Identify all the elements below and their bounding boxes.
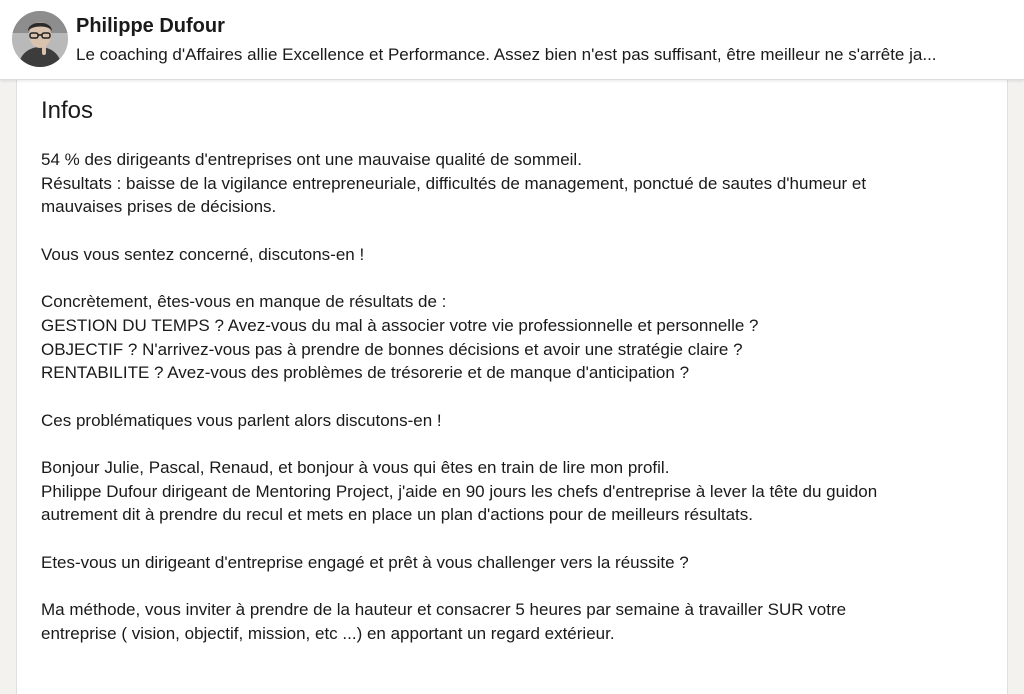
paragraph-spacer	[41, 575, 981, 599]
about-line: Vous vous sentez concerné, discutons-en !	[41, 244, 365, 264]
about-line: Etes-vous un dirigeant d'entreprise engagé et prêt à vous challenger vers la réussite ?	[41, 552, 689, 572]
about-line: Résultats : baisse de la vigilance entrepreneuriale, difficultés de management, ponctué de sautes d'humeur et	[41, 173, 867, 193]
paragraph-spacer	[41, 385, 981, 409]
about-section	[16, 74, 1008, 694]
paragraph-spacer	[41, 527, 981, 551]
about-line: OBJECTIF ? N'arrivez-vous pas à prendre de bonnes décisions et avoir une stratégie claire ?	[41, 339, 743, 359]
paragraph-spacer	[41, 219, 981, 243]
profile-headline: Le coaching d'Affaires allie Excellence et Performance. Assez bien n'est pas suffisant, être meilleur ne s'arrête ja...	[76, 45, 937, 64]
profile-sticky-header	[0, 0, 1024, 80]
about-text	[41, 148, 981, 646]
about-line: RENTABILITE ? Avez-vous des problèmes de trésorerie et de manque d'anticipation ?	[41, 363, 690, 383]
paragraph-spacer	[41, 267, 981, 291]
profile-avatar[interactable]	[12, 11, 68, 67]
about-line: entreprise ( vision, objectif, mission, etc ...) en apportant un regard extérieur.	[41, 623, 615, 643]
about-line: GESTION DU TEMPS ? Avez-vous du mal à associer votre vie professionnelle et personnelle ?	[41, 315, 759, 335]
person-photo-icon	[12, 11, 68, 67]
about-line: autrement dit à prendre du recul et mets en place un plan d'actions pour de meilleurs résultats.	[41, 505, 753, 525]
about-line: Philippe Dufour dirigeant de Mentoring Project, j'aide en 90 jours les chefs d'entreprise à lever la tête du guidon	[41, 481, 878, 501]
about-line: Bonjour Julie, Pascal, Renaud, et bonjour à vous qui êtes en train de lire mon profil.	[41, 458, 670, 478]
paragraph-spacer	[41, 432, 981, 456]
profile-name[interactable]: Philippe Dufour	[76, 15, 225, 37]
section-title: Infos	[41, 97, 94, 124]
about-line: Ma méthode, vous inviter à prendre de la hauteur et consacrer 5 heures par semaine à travailler SUR votre	[41, 600, 847, 620]
about-line: Concrètement, êtes-vous en manque de résultats de :	[41, 292, 447, 312]
about-line: 54 % des dirigeants d'entreprises ont une mauvaise qualité de sommeil.	[41, 150, 582, 169]
about-line: Ces problématiques vous parlent alors discutons-en !	[41, 410, 442, 430]
about-line: mauvaises prises de décisions.	[41, 197, 277, 217]
